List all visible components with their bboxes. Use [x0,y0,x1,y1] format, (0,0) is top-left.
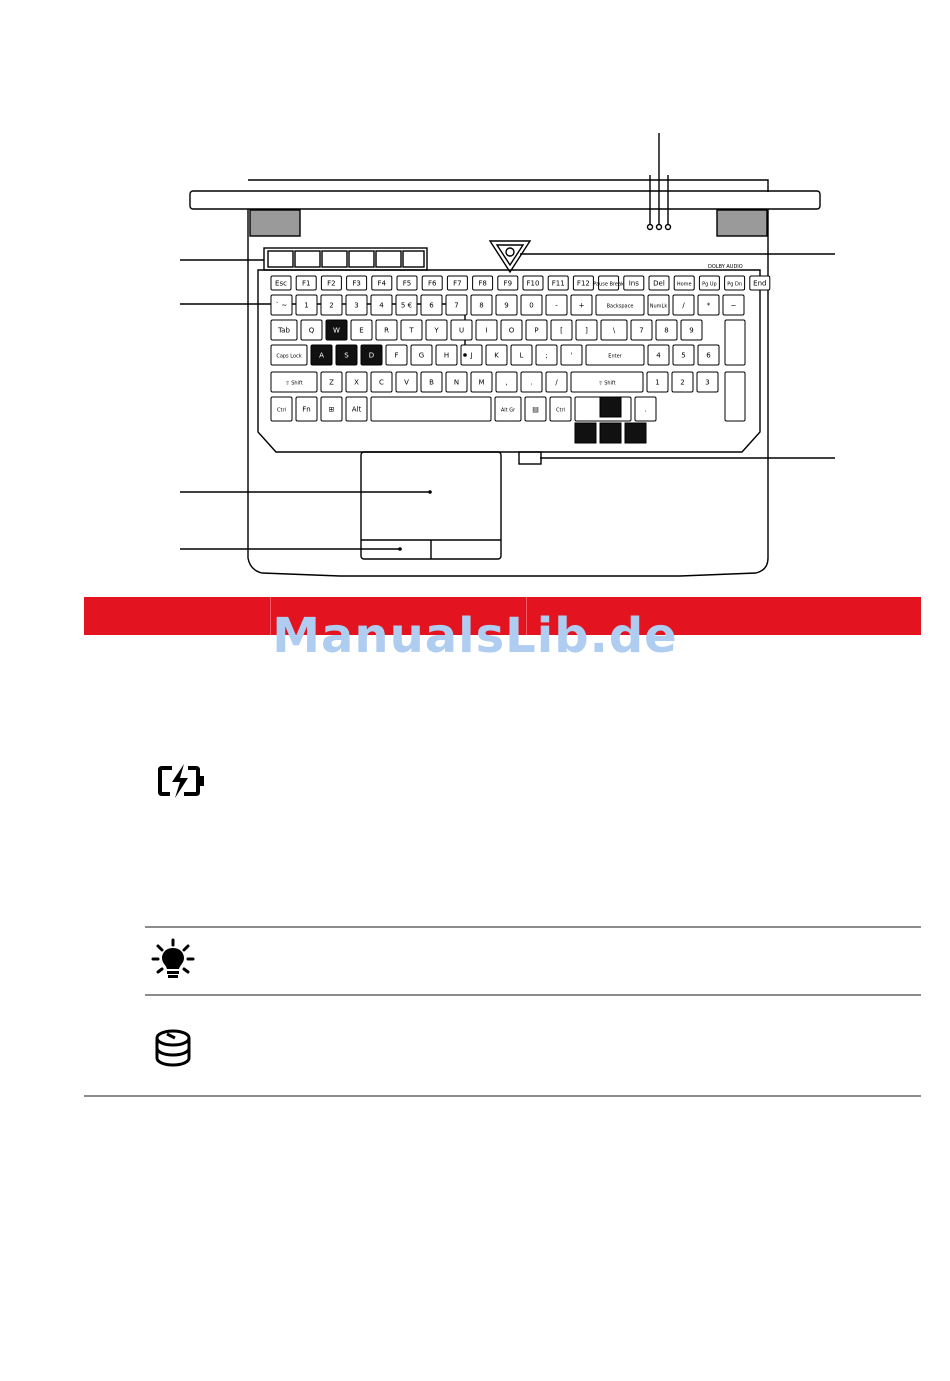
keyboard-key-label: J [470,351,473,360]
keyboard-key-label: F6 [427,279,437,288]
keyboard-key-label: ; [545,351,548,360]
keyboard-key-label: Pause Break [593,281,624,288]
keyboard-key-label: Alt Gr [500,407,516,414]
keyboard-key-label: P [534,326,539,335]
keyboard-key-label: . [530,378,533,387]
keyboard-key-label: 2 [680,378,685,387]
keyboard-key-label: D [368,351,375,360]
arrow-key [600,423,621,443]
keyboard-key-label: S [344,351,349,360]
keyboard-key-label: ⊞ [328,405,335,414]
keyboard-key-label: V [404,378,409,387]
keyboard-key-label: 3 [705,378,710,387]
keyboard-key-label: R [384,326,389,335]
keyboard-key-label: K [494,351,499,360]
keyboard-key-label: F1 [301,279,311,288]
keyboard-key-label: W [333,326,340,335]
arrow-key [625,423,646,443]
keyboard-key-label: C [379,378,384,387]
keyboard-key-label: ` ~ [275,301,288,310]
dolby-label: DOLBY AUDIO [708,264,743,270]
row-divider [145,994,921,996]
watermark: ManualsLib.de [272,608,678,664]
keyboard-key-label: Backspace [606,303,634,310]
keyboard-key-label: 2 [329,301,334,310]
hdd-icon [153,1028,193,1075]
keyboard-key-label: F9 [503,279,513,288]
keyboard-key-label: 0 [529,301,534,310]
keyboard-key-label: 1 [655,378,660,387]
arrow-key [575,423,596,443]
keyboard-key-label: 1 [304,301,309,310]
keyboard-key-label: Pg Up [702,281,717,288]
keyboard-key-label: A [319,351,324,360]
keyboard-key-label: + [578,301,585,310]
keyboard-key-label: U [458,326,465,335]
keyboard-key-label: 7 [639,326,644,335]
keyboard-key-label: F [394,351,399,360]
keyboard-key-label: ▤ [532,405,539,414]
keyboard-key-label: F3 [352,279,361,288]
keyboard-key-label: O [508,326,515,335]
laptop-top-view-illustration [0,0,950,590]
keyboard-key [371,397,491,421]
keyboard-key-label: Ins [628,279,639,288]
keyboard-key-label: . [644,405,647,414]
keyboard-key-label: 4 [379,301,384,310]
keyboard-key-label: T [409,326,414,335]
battery-charging-icon [158,764,208,803]
keyboard-key-label: X [354,378,359,387]
keyboard-key-label: ⇧ Shift [285,380,303,387]
keyboard-key-label: NumLk [649,303,668,310]
keyboard-key-label: Q [308,326,315,335]
arrow-key [600,397,621,417]
lightbulb-icon [150,938,196,985]
keyboard-key-label: N [453,378,460,387]
keyboard-key-label: Ctrl [277,407,286,414]
numpad-tall-key [725,320,745,365]
table-bottom-rule [84,1095,921,1097]
keyboard-key-label: Enter [608,353,622,360]
keyboard-key-label: F8 [478,279,487,288]
keyboard-key-label: Home [676,281,692,288]
keyboard-key-label: 8 [664,326,669,335]
keyboard-key-label: , [505,378,508,387]
keyboard-key-label: Pg Dn [727,281,743,288]
keyboard-key-label: [ [560,326,563,335]
keyboard-key-label: I [485,326,488,335]
numpad-tall-key [725,372,745,421]
keyboard-key-label: F7 [453,279,462,288]
keyboard-key-label: 6 [706,351,711,360]
keyboard-key-label: End [753,279,767,288]
keyboard-key-label: ' [570,351,573,360]
keyboard-key-label: 5 € [400,301,413,310]
keyboard-key-label: ] [585,326,588,335]
keyboard-key-label: Z [329,378,334,387]
keyboard-key-label: 5 [681,351,686,360]
keyboard-key-label: F12 [576,279,590,288]
keyboard-key-label: Y [434,326,439,335]
keyboard-key-label: F11 [551,279,565,288]
keyboard-key-label: 6 [429,301,434,310]
keyboard-key-label: Esc [275,279,287,288]
keyboard-key-label: H [443,351,450,360]
keyboard-key-label: / [555,378,558,387]
keyboard-key-label: F4 [377,279,387,288]
keyboard-key-label: F5 [402,279,412,288]
keyboard-key-label: − [730,301,737,310]
keyboard-key-label: 9 [504,301,509,310]
keyboard-key-label: Fn [302,405,311,414]
keyboard-key-label: 7 [454,301,459,310]
keyboard-key-label: \ [612,326,616,335]
keyboard-key-label: E [359,326,364,335]
keyboard-key-label: M [478,378,485,387]
keyboard-key-label: B [429,378,434,387]
keyboard-key-label: Del [653,279,665,288]
keyboard-key-label: Caps Lock [276,353,302,360]
row-divider [145,926,921,928]
keyboard-key-label: ⇧ Shift [598,380,616,387]
keyboard-key-label: 4 [656,351,661,360]
keyboard-key-label: 8 [479,301,484,310]
keyboard-key-label: * [706,301,711,310]
keyboard-key-label: 9 [689,326,694,335]
keyboard-key-label: F2 [327,279,336,288]
keyboard-key-label: - [555,301,558,310]
keyboard-key-label: / [682,301,685,310]
keyboard-key-label: Tab [278,326,290,335]
keyboard-key-label: G [418,351,425,360]
keyboard-key-label: 3 [354,301,359,310]
keyboard-key-label: Alt [351,405,362,414]
keyboard-key-label: L [519,351,524,360]
keyboard-key-label: Ctrl [556,407,565,414]
keyboard-key-label: F10 [526,279,540,288]
